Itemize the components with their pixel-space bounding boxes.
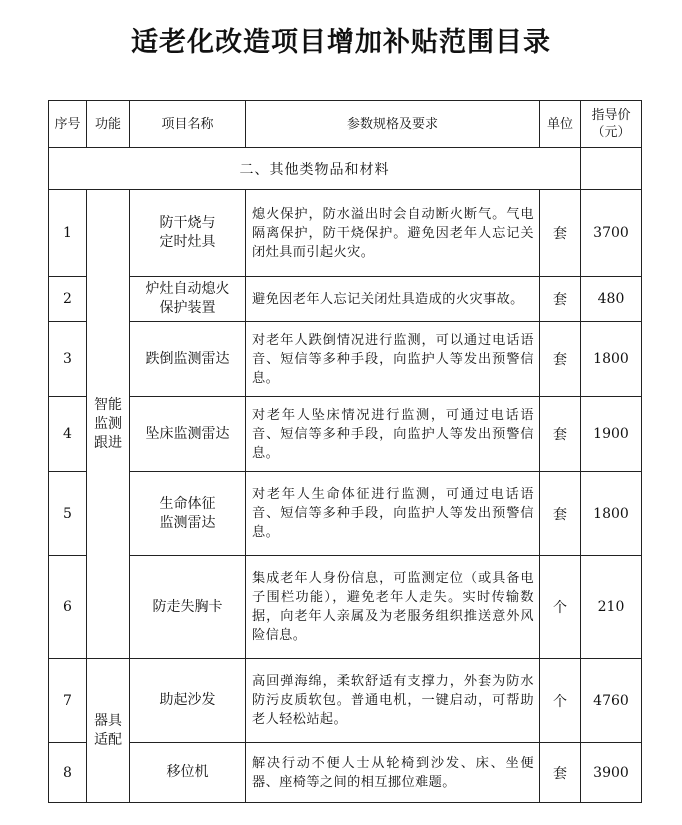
row-price: 1900 [581, 397, 642, 472]
row-spec: 避免因老年人忘记关闭灶具造成的火灾事故。 [246, 277, 540, 322]
row-spec: 集成老年人身份信息，可监测定位（或具备电子围栏功能），避免老年人走失。实时传输数据，向老年人亲属及为老服务组织推送意外风险信息。 [246, 556, 540, 659]
section-empty-cell [581, 148, 642, 190]
function-group-label: 智能监测跟进 [94, 396, 122, 451]
row-no: 8 [49, 743, 87, 803]
row-price: 3900 [581, 743, 642, 803]
table-row [49, 659, 642, 743]
row-name: 坠床监测雷达 [130, 397, 246, 472]
header-spec: 参数规格及要求 [246, 101, 540, 148]
row-no: 6 [49, 556, 87, 659]
table-row [49, 277, 642, 322]
row-name [130, 277, 246, 322]
header-name: 项目名称 [130, 101, 246, 148]
row-unit: 个 [540, 659, 581, 743]
row-unit: 套 [540, 277, 581, 322]
row-name: 跌倒监测雷达 [130, 322, 246, 397]
row-name-text: 生命体征监测雷达 [159, 495, 216, 531]
row-no: 5 [49, 472, 87, 556]
header-row [49, 101, 642, 148]
table-row [49, 743, 642, 803]
row-spec: 对老年人跌倒情况进行监测，可以通过电话语音、短信等多种手段，向监护人等发出预警信息。 [246, 322, 540, 397]
subsidy-table [48, 100, 642, 803]
row-name [130, 190, 246, 277]
function-group-label: 器具适配 [94, 712, 122, 748]
header-price [581, 101, 642, 148]
header-no: 序号 [49, 101, 87, 148]
row-spec: 高回弹海绵，柔软舒适有支撑力，外套为防水防污皮质软包。普通电机，一键启动，可帮助老人轻松站起。 [246, 659, 540, 743]
row-spec: 对老年人坠床情况进行监测，可通过电话语音、短信等多种手段，向监护人等发出预警信息。 [246, 397, 540, 472]
header-price-line2: （元） [591, 125, 631, 140]
section-row [49, 148, 642, 190]
row-name: 防走失胸卡 [130, 556, 246, 659]
row-price: 4760 [581, 659, 642, 743]
function-group-cell [87, 659, 130, 803]
row-price: 480 [581, 277, 642, 322]
row-price: 1800 [581, 472, 642, 556]
header-unit: 单位 [540, 101, 581, 148]
row-no: 2 [49, 277, 87, 322]
row-spec: 熄火保护，防水溢出时会自动断火断气。气电隔离保护，防干烧保护。避免因老年人忘记关闭灶具而引起火灾。 [246, 190, 540, 277]
header-price-line1: 指导价 [591, 108, 631, 123]
row-unit: 个 [540, 556, 581, 659]
table-row [49, 322, 642, 397]
row-name-text: 防干烧与定时灶具 [159, 215, 216, 250]
row-name [130, 472, 246, 556]
row-name-text: 炉灶自动熄火保护装置 [145, 281, 230, 316]
row-unit: 套 [540, 743, 581, 803]
row-name: 移位机 [130, 743, 246, 803]
table-row [49, 556, 642, 659]
row-price: 210 [581, 556, 642, 659]
header-function: 功能 [87, 101, 130, 148]
page-title: 适老化改造项目增加补贴范围目录 [131, 27, 551, 58]
row-no: 3 [49, 322, 87, 397]
row-unit: 套 [540, 397, 581, 472]
section-title: 二、其他类物品和材料 [49, 148, 581, 190]
table-row [49, 397, 642, 472]
row-price: 3700 [581, 190, 642, 277]
row-no: 4 [49, 397, 87, 472]
table-row [49, 472, 642, 556]
row-name: 助起沙发 [130, 659, 246, 743]
row-unit: 套 [540, 322, 581, 397]
row-unit: 套 [540, 190, 581, 277]
row-no: 7 [49, 659, 87, 743]
row-no: 1 [49, 190, 87, 277]
row-price: 1800 [581, 322, 642, 397]
row-spec: 解决行动不便人士从轮椅到沙发、床、坐便器、座椅等之间的相互挪位难题。 [246, 743, 540, 803]
function-group-cell [87, 190, 130, 659]
table-row [49, 190, 642, 277]
row-unit: 套 [540, 472, 581, 556]
row-spec: 对老年人生命体征进行监测，可通过电话语音、短信等多种手段，向监护人等发出预警信息。 [246, 472, 540, 556]
